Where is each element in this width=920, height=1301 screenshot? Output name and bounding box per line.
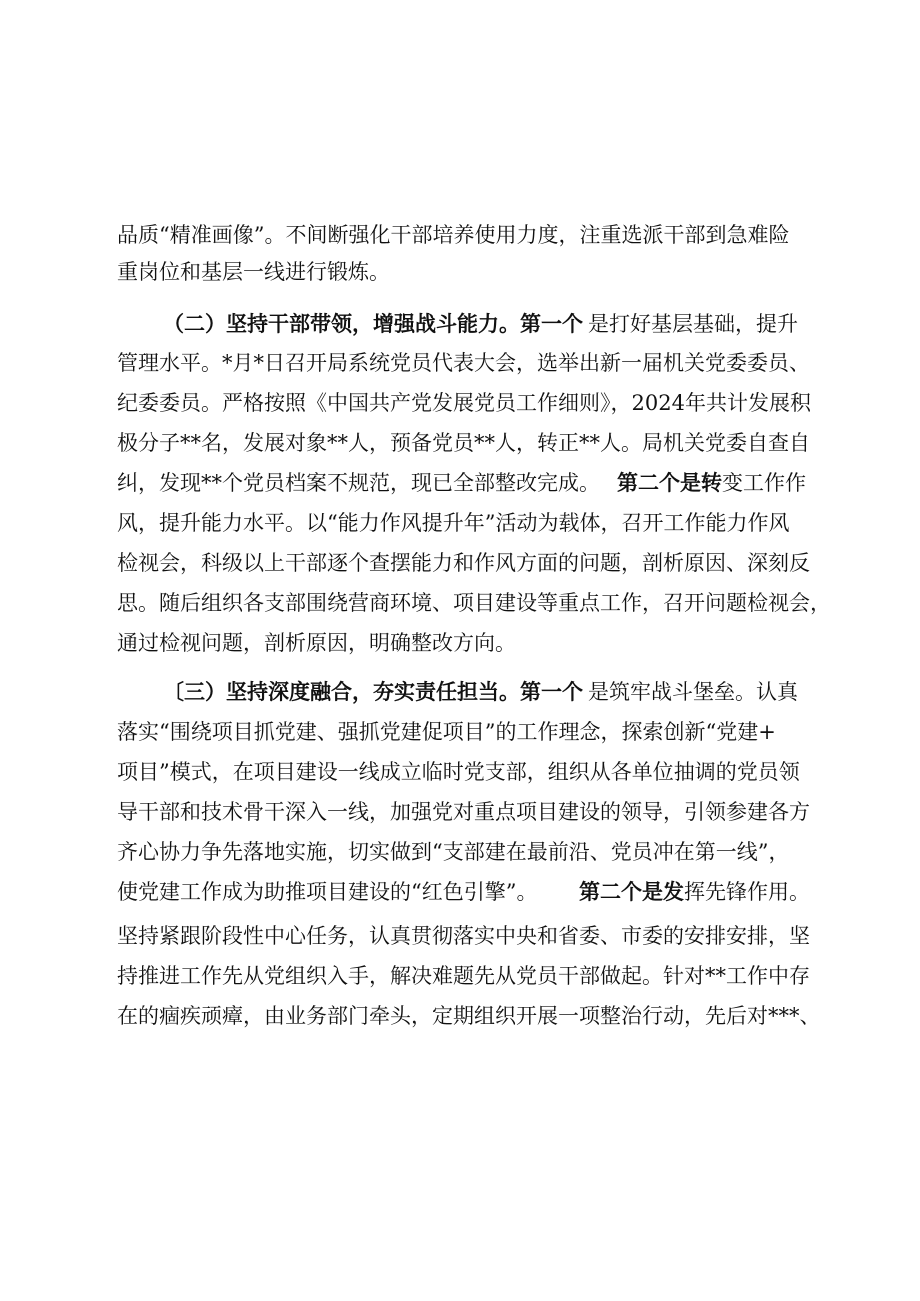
text-line	[0, 712, 920, 752]
text-segment: 变工作作	[722, 471, 806, 495]
text-line	[0, 583, 920, 623]
text-segment: 是打好基层基础，提升	[588, 312, 798, 336]
text-line	[0, 383, 920, 423]
text-segment: 检视会，科级以上干部逐个查摆能力和作风方面的问题，剖析原因、深刻反	[117, 551, 810, 575]
text-segment: 极分子**名，发展对象**人，预备党员**人，转正**人。局机关党委自查自	[117, 431, 810, 455]
text-line	[0, 996, 920, 1036]
text-segment: 挥先锋作用。	[684, 880, 810, 904]
section-heading-line	[0, 672, 920, 712]
text-line	[0, 752, 920, 792]
text-line	[0, 872, 920, 912]
text-segment: 思。随后组织各支部围绕营商环境、项目建设等重点工作，召开问题检视会，	[117, 591, 831, 615]
text-segment: 纪委委员。严格按照《中国共产党发展党员工作细则》，2024年共计发展积	[117, 391, 811, 415]
text-line	[0, 215, 920, 255]
text-segment: 纠，发现**个党员档案不规范，现已全部整改完成。	[117, 471, 600, 495]
section-heading: （二）坚持干部带领，增强战斗能力。第一个	[163, 312, 583, 336]
text-segment: 在的痼疾顽瘴，由业务部门牵头，定期组织开展一项整治行动，先后对***、	[117, 1004, 821, 1028]
text-segment: 落实“围绕项目抓党建、强抓党建促项目”的工作理念，探索创新“党建+	[117, 720, 776, 744]
text-segment: 是筑牢战斗堡垒。认真	[588, 680, 798, 704]
text-line	[0, 252, 920, 292]
section-heading-line	[0, 304, 920, 344]
text-segment: 管理水平。*月*日召开局系统党员代表大会，选举出新一届机关党委委员、	[117, 351, 810, 375]
text-segment: 导干部和技术骨干深入一线，加强党对重点项目建设的领导，引领参建各方	[117, 800, 810, 824]
text-line	[0, 543, 920, 583]
text-line	[0, 623, 920, 663]
text-line	[0, 343, 920, 383]
text-segment: 重岗位和基层一线进行锻炼。	[117, 260, 390, 284]
text-segment: 持推进工作先从党组织入手，解决难题先从党员干部做起。针对**工作中存	[117, 964, 810, 988]
text-segment: 坚持紧跟阶段性中心任务，认真贯彻落实中央和省委、市委的安排安排，坚	[117, 924, 810, 948]
bold-phrase: 第二个是转	[617, 471, 722, 495]
text-line	[0, 503, 920, 543]
text-segment: 使党建工作成为助推项目建设的“红色引擎”。	[117, 880, 538, 904]
text-line	[0, 423, 920, 463]
text-segment: 风，提升能力水平。以“能力作风提升年”活动为载体，召开工作能力作风	[117, 511, 790, 535]
text-line	[0, 956, 920, 996]
section-heading: 〔三）坚持深度融合，夯实责任担当。第一个	[163, 680, 583, 704]
text-line	[0, 463, 920, 503]
bold-phrase: 第二个是发	[579, 880, 684, 904]
text-segment: 通过检视问题，剖析原因，明确整改方向。	[117, 631, 516, 655]
text-line	[0, 916, 920, 956]
text-segment: 品质“精准画像”。不间断强化干部培养使用力度，注重选派干部到急难险	[117, 223, 790, 247]
text-line	[0, 792, 920, 832]
text-line	[0, 832, 920, 872]
text-segment: 项目”模式，在项目建设一线成立临时党支部，组织从各单位抽调的党员领	[117, 760, 800, 784]
text-segment: 齐心协力争先落地实施，切实做到“支部建在最前沿、党员冲在第一线”，	[117, 840, 790, 864]
